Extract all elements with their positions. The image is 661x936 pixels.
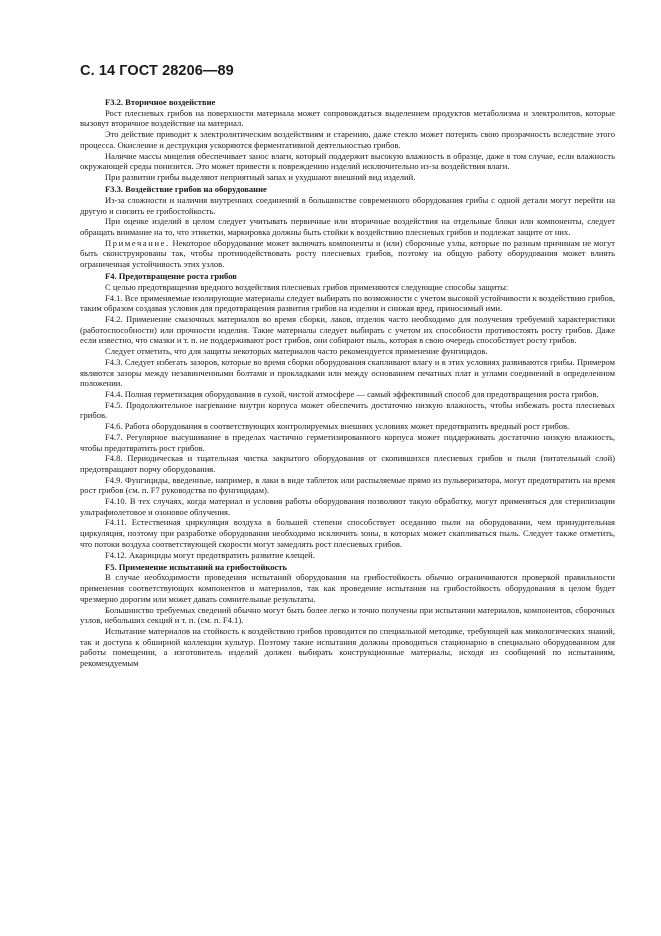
paragraph: При развитии грибы выделяют неприятный запах и ухудшают внешний вид изделий. xyxy=(105,171,416,182)
paragraph: F4.4. Полная герметизация оборудования в сухой, чистой атмосфере — самый эффективный способ для предотвращения роста грибов. xyxy=(105,388,599,399)
note-label: Примечание. xyxy=(105,237,170,248)
paragraph: Рост плесневых грибов на поверхности материала может сопровождаться выделением продуктов метаболизма и электролитов, которые вызовут вторичное воздействие на материал. xyxy=(80,107,615,129)
paragraph: С целью предотвращения вредного воздействия плесневых грибов применяются следующие способы защиты: xyxy=(105,281,509,292)
paragraph: Следует отметить, что для защиты некоторых материалов часто рекомендуется применение фунгицидов. xyxy=(105,346,488,357)
section-heading-f4: F4. Предотвращение роста грибов xyxy=(105,271,237,282)
section-heading-f5: F5. Применение испытаний на грибостойкость xyxy=(105,561,288,572)
paragraph: При оценке изделий в целом следует учитывать первичные или вторичные воздействия на отдельные блоки или компоненты, следует обращать внимание на то, что этикетки, маркировка должны быть стойки к воздействию плесневых грибов и подлежат защите от них. xyxy=(80,216,615,237)
paragraph: F4.12. Акарициды могут предотвратить развитие клещей. xyxy=(105,549,315,560)
paragraph: F4.8. Периодическая и тщательная чистка закрытого оборудования от скопившихся плесневых грибов и пыли (питательный слой) предотвращают порчу оборудования. xyxy=(80,453,615,474)
paragraph: F4.9. Фунгициды, введенные, например, в лаки в виде таблеток или распыляемые прямо из пульверизатора, могут предотвратить на время рост грибов (см. п. F7 руководства по фунгицидам). xyxy=(80,474,615,496)
section-heading-f3-2: F3.2. Вторичное воздействие xyxy=(105,97,216,107)
paragraph: F4.5. Продолжительное нагревание внутри корпуса может обеспечить достаточно низкую влажность, чтобы избежать роста плесневых грибов. xyxy=(80,399,615,421)
note-paragraph xyxy=(80,238,615,270)
paragraph: В случае необходимости проведения испытаний оборудования на грибостойкость обычно ограничиваются проверкой правильности применения соответствующих компонентов и материалов, так как проведение испытания на грибостойкость оборудования в целом будет чрезмерно дорогим или может давать сомнительные результаты. xyxy=(80,572,615,604)
paragraph: Из-за сложности и наличия внутренних соединений в большинстве современного оборудования грибы с одной детали могут перейти на другую и снизить ее грибостойкость. xyxy=(80,194,615,216)
paragraph: Наличие массы мицелия обеспечивает занос влаги, который поддержит высокую влажность в образце, даже в том случае, если влажность окружающей среды понизится. Это может привести к повреждению изделий исключительно из-за воздействия влаги. xyxy=(80,150,615,172)
paragraph: F4.10. В тех случаях, когда материал и условия работы оборудования позволяют такую обработку, могут применяться для стерилизации ультрафиолетовое и озоновое облучения. xyxy=(80,496,615,517)
paragraph: Испытание материалов на стойкость к воздействию грибов проводится по специальной методике, требующей как микологических знаний, так и доступа к обширной коллекции культур. Поэтому такие испытания должны проводиться стационарно в специально оборудованном для работы помещении, а изготовитель изделий должен выбирать конструкционные материалы, исходя из сообщений по испытаниям, рекомендуемым xyxy=(80,625,615,669)
page-header: С. 14 ГОСТ 28206—89 xyxy=(80,63,234,79)
paragraph: Большинство требуемых сведений обычно могут быть более легко и точно получены при испытании материалов, компонентов, сборочных узлов, небольших секций и т. п. (см. п. F4.1). xyxy=(80,604,615,626)
paragraph: F4.11. Естественная циркуляция воздуха в большей степени способствует оседанию пыли на оборудовании, чем принудительная циркуляция, поэтому при разработке оборудования необходимо исключить зоны, в которых может скапливаться пыль. Следует также отметить, что потоки воздуха соответствующей скорости могут замедлять рост плесневых грибов. xyxy=(80,517,615,549)
paragraph: Это действие приводит к электролитическим воздействиям и старению, даже стекло может потерять свою прозрачность вследствие этого процесса. Окисление и деструкция ускоряются ферментативной деятельностью грибов. xyxy=(80,129,615,150)
paragraph: F4.3. Следует избегать зазоров, которые во время сборки оборудования скапливают влагу и в этих условиях развиваются грибы. Примером являются зазоры между незавинченными болтами и прокладками или между основанием печатных плат и углами соединений в определенном положении. xyxy=(80,356,615,389)
paragraph: F4.1. Все применяемые изолирующие материалы следует выбирать по возможности с учетом высокой устойчивости к воздействию грибов, таким образом создавая условия для предотвращения развития грибов на изделии и снижая вред, приносимый ими. xyxy=(80,292,615,314)
paragraph: F4.6. Работа оборудования в соответствующих контролируемых внешних условиях может предотвратить вредный рост грибов. xyxy=(105,421,570,432)
paragraph: F4.7. Регулярное высушивание в пределах частично герметизированного корпуса может поддерживать достаточно низкую влажность, чтобы предотвратить рост грибов. xyxy=(80,431,615,453)
note-text: Некоторое оборудование может включать компоненты и (или) сборочные узлы, которые по разным причинам не могут быть сконструированы так, чтобы противодействовать росту плесневых грибов, поэтому на общую работу оборудования может влиять ограниченная устойчивость этих узлов. xyxy=(80,237,615,270)
section-heading-f3-3: F3.3. Воздействие грибов на оборудование xyxy=(105,184,267,195)
document-body xyxy=(80,97,615,669)
paragraph: F4.2. Применение смазочных материалов во время сборки, лаков, отделок часто необходимо для получения требуемой характеристики (работоспособности) или прочности изделия. Такие материалы следует выбирать с учетом их способности противостоять росту грибов. Даже если известно, что смазки и т. п. не поддерживают рост грибов, они собирают пыль, которая в свою очередь способствует росту грибов. xyxy=(80,314,615,346)
